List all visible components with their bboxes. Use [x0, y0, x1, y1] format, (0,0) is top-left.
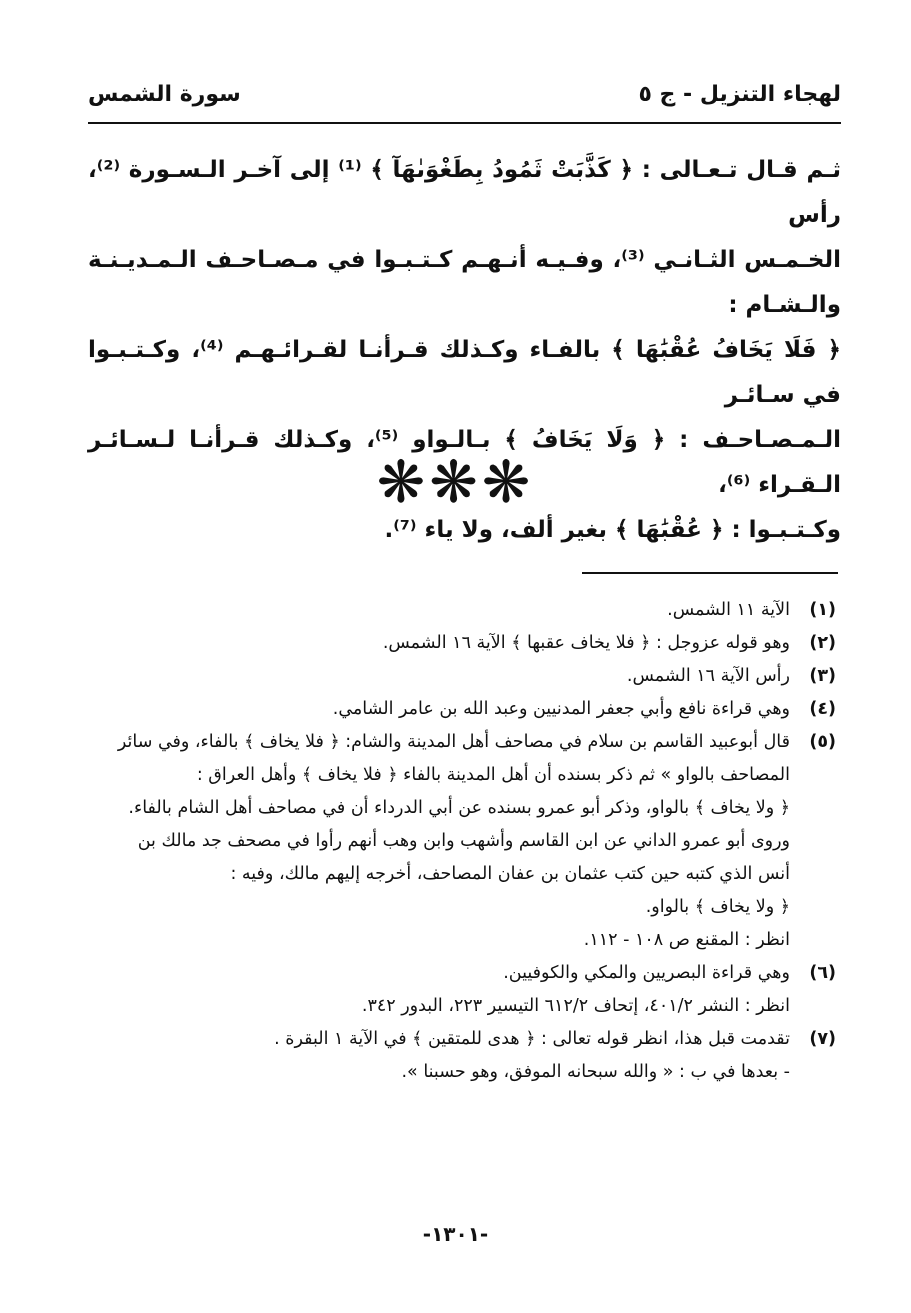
- footnote-number: (٧): [809, 1029, 836, 1049]
- footnote-line: وهي قراءة البصريين والمكي والكوفيين.: [503, 963, 790, 983]
- footnote-divider: [582, 572, 838, 574]
- footnote-4: [74, 693, 836, 726]
- footnote-line: ﴿ ولا يخاف ﴾ بالواو، وذكر أبو عمرو بسنده عن أبي الدرداء أن في مصاحف أهل الشام بالفاء.: [128, 798, 790, 818]
- footnote-line: انظر : المقنع ص ١٠٨ - ١١٢.: [583, 930, 790, 950]
- footnote-line: الآية ١١ الشمس.: [667, 600, 790, 620]
- footnote-line: وهي قراءة نافع وأبي جعفر المدنيين وعبد الله بن عامر الشامي.: [332, 699, 790, 719]
- footnote-number: (٣): [809, 666, 836, 686]
- footnote-number: (٢): [809, 633, 836, 653]
- footnote-line: تقدمت قبل هذا، انظر قوله تعالى : ﴿ هدى للمتقين ﴾ في الآية ١ البقرة .: [274, 1029, 790, 1049]
- surah-title: سورة الشمس: [88, 82, 241, 107]
- footnote-line: المصاحف بالواو » ثم ذكر بسنده أن أهل المدينة بالفاء ﴿ فلا يخاف ﴾ وأهل العراق :: [196, 765, 790, 785]
- footnote-line: أنس الذي كتبه حين كتب عثمان بن عفان المصاحف، أخرجه إليهم مالك، وفيه :: [230, 864, 790, 884]
- main-text-line: الـمـصـاحـف : ﴿ وَلَا يَخَافُ ﴾ بـالـواو ⁽⁵⁾، وكـذلك قـرأنـا لـسـائـر الـقـراء ⁽⁶⁾،: [88, 427, 841, 498]
- footnote-line: انظر : النشر ٤٠١/٢، إتحاف ٦١٢/٢ التيسير ٢٢٣، البدور ٣٤٢.: [361, 996, 790, 1016]
- footnote-line: - بعدها في ب : « والله سبحانه الموفق، وهو حسبنا ».: [401, 1062, 790, 1082]
- footnote-line: وروى أبو عمرو الداني عن ابن القاسم وأشهب وابن وهب أنهم رأوا في مصحف جد مالك بن: [137, 831, 790, 851]
- header-divider: [88, 122, 841, 124]
- footnote-line: وهو قوله عزوجل : ﴿ فلا يخاف عقبها ﴾ الآية ١٦ الشمس.: [382, 633, 790, 653]
- footnote-5: [74, 726, 836, 957]
- page-header: [88, 78, 841, 118]
- footnote-3: [74, 660, 836, 693]
- book-title: لهجاء التنزيل - ج ٥: [638, 82, 841, 107]
- main-text-line: الخـمـس الثـانـي ⁽³⁾، وفـيـه أنـهـم كـتـبـوا في مـصـاحـف الـمـديـنـة والـشـام :: [88, 247, 841, 318]
- main-text-line: وكـتـبـوا : ﴿ عُقْبَٰهَا ﴾ بغير ألف، ولا ياء ⁽⁷⁾.: [384, 517, 841, 543]
- ornament-stars: ❋❋❋: [376, 448, 535, 516]
- footnote-number: (٦): [809, 963, 836, 983]
- main-text-line: ﴿ فَلَا يَخَافُ عُقْبَٰهَا ﴾ بالفـاء وكـذلك قـرأنـا لقـرائـهـم ⁽⁴⁾، وكـتـبـوا في سـائـر: [88, 337, 841, 408]
- footnote-number: (١): [809, 600, 836, 620]
- footnote-1: [74, 594, 836, 627]
- footnote-line: ﴿ ولا يخاف ﴾ بالواو.: [645, 897, 790, 917]
- main-text-line: ثـم قـال تـعـالى : ﴿ كَذَّبَتْ ثَمُودُ بِطَغْوَىٰهَآ ﴾ ⁽¹⁾ إلى آخـر الـسـورة ⁽²⁾، رأس: [88, 157, 841, 228]
- footnote-2: [74, 627, 836, 660]
- footnotes: [74, 594, 836, 1089]
- page-number: -١٣٠١-: [422, 1222, 489, 1246]
- footnote-number: (٤): [809, 699, 836, 719]
- footnote-6: [74, 957, 836, 1023]
- footnote-7: [74, 1023, 836, 1089]
- footnote-line: قال أبوعبيد القاسم بن سلام في مصاحف أهل المدينة والشام: ﴿ فلا يخاف ﴾ بالفاء، وفي سائر: [117, 732, 790, 752]
- footnote-number: (٥): [809, 732, 836, 752]
- footnote-line: رأس الآية ١٦ الشمس.: [626, 666, 790, 686]
